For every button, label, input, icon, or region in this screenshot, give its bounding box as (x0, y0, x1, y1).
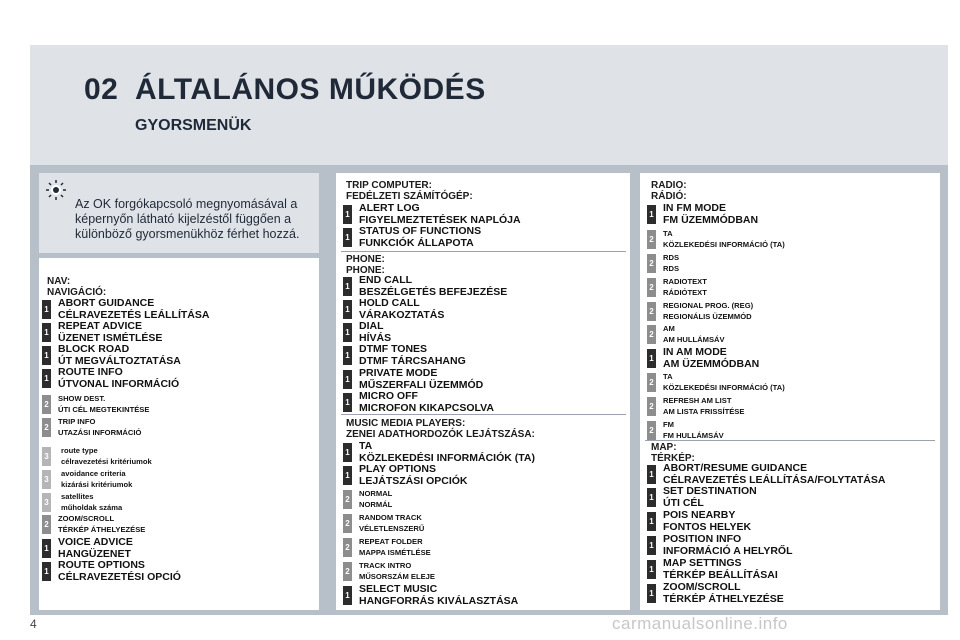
item-label-hu: HANGFORRÁS KIVÁLASZTÁSA (359, 595, 519, 607)
item-label-hu: CÉLRAVEZETÉS LEÁLLÍTÁSA (58, 309, 210, 321)
level-badge: 1 (647, 536, 656, 555)
item-label-hu: REGIONÁLIS ÜZEMMÓD (663, 312, 752, 321)
level-badge: 2 (647, 302, 656, 321)
info-box (39, 173, 319, 253)
item-label-hu: ÚTI CÉL (663, 497, 704, 509)
level-badge: 2 (647, 421, 656, 440)
item-label-en: route type (61, 446, 98, 455)
media-heading: MUSIC MEDIA PLAYERS: ZENEI ADATHORDOZÓK LEJÁTSZÁSA: (346, 418, 535, 440)
level-badge: 1 (647, 349, 656, 368)
item-label-hu: KÖZLEKEDÉSI INFORMÁCIÓK (TA) (359, 452, 535, 464)
item-label-en: ZOOM/SCROLL (58, 514, 115, 523)
level-badge: 1 (647, 512, 656, 531)
level-badge: 3 (42, 447, 51, 466)
level-badge: 2 (647, 397, 656, 416)
level-badge: 1 (647, 465, 656, 484)
item-label-en: satellites (61, 492, 94, 501)
level-badge: 1 (647, 584, 656, 603)
item-label-hu: FIGYELMEZTETÉSEK NAPLÓJA (359, 214, 521, 226)
item-label-hu: CÉLRAVEZETÉSI OPCIÓ (58, 571, 181, 583)
item-label-en: REPEAT ADVICE (58, 320, 143, 332)
item-label-en: REPEAT FOLDER (359, 537, 423, 546)
item-label-hu: MICROFON KIKAPCSOLVA (359, 402, 494, 414)
level-badge: 1 (42, 369, 51, 388)
item-label-en: ABORT GUIDANCE (58, 297, 155, 309)
item-label-en: RANDOM TRACK (359, 513, 422, 522)
level-badge: 2 (343, 490, 352, 509)
item-label-en: ROUTE OPTIONS (58, 559, 145, 571)
item-label-en: DTMF TONES (359, 343, 428, 355)
section-divider (645, 440, 935, 441)
item-label-en: TA (359, 440, 373, 452)
page-subtitle: GYORSMENÜK (135, 117, 252, 134)
item-label-hu: ÚTVONAL INFORMÁCIÓ (58, 378, 180, 390)
level-badge: 1 (343, 466, 352, 485)
item-label-en: STATUS OF FUNCTIONS (359, 225, 482, 237)
level-badge: 1 (647, 205, 656, 224)
item-label-en: AM (663, 324, 675, 333)
trip-heading: TRIP COMPUTER: FEDÉLZETI SZÁMÍTÓGÉP: (346, 180, 473, 202)
item-label-en: HOLD CALL (359, 297, 420, 309)
item-label-en: ABORT/RESUME GUIDANCE (663, 462, 808, 474)
item-label-hu: UTAZÁSI INFORMÁCIÓ (58, 428, 142, 437)
section-divider (341, 251, 626, 252)
item-label-hu: FM ÜZEMMÓDBAN (663, 214, 759, 226)
item-label-en: BLOCK ROAD (58, 343, 130, 355)
item-label-hu: TÉRKÉP ÁTHELYEZÉSE (58, 525, 146, 534)
chapter-number: 02 (84, 73, 119, 106)
level-badge: 1 (42, 346, 51, 365)
item-label-hu: RÁDIÓTEXT (663, 288, 707, 297)
level-badge: 1 (343, 443, 352, 462)
level-badge: 2 (647, 373, 656, 392)
item-label-en: NORMAL (359, 489, 393, 498)
item-label-hu: HANGÜZENET (58, 548, 131, 560)
item-label-en: PLAY OPTIONS (359, 463, 437, 475)
item-label-hu: FM HULLÁMSÁV (663, 431, 724, 440)
item-label-en: TA (663, 229, 673, 238)
item-label-en: ALERT LOG (359, 202, 420, 214)
item-label-hu: LEJÁTSZÁSI OPCIÓK (359, 475, 468, 487)
item-label-hu: AM LISTA FRISSÍTÉSE (663, 407, 745, 416)
level-badge: 2 (647, 230, 656, 249)
radio-heading: RADIO: RÁDIÓ: (651, 180, 687, 202)
item-label-hu: BESZÉLGETÉS BEFEJEZÉSE (359, 286, 508, 298)
level-badge: 1 (647, 560, 656, 579)
level-badge: 2 (42, 515, 51, 534)
item-label-hu: ÜZENET ISMÉTLÉSE (58, 332, 163, 344)
item-label-hu: AM ÜZEMMÓDBAN (663, 358, 760, 370)
item-label-hu: CÉLRAVEZETÉS LEÁLLÍTÁSA/FOLYTATÁSA (663, 474, 886, 486)
item-label-hu: HÍVÁS (359, 332, 392, 344)
level-badge: 2 (42, 395, 51, 414)
level-badge: 1 (42, 539, 51, 558)
item-label-hu: RDS (663, 264, 680, 273)
item-label-hu: FUNKCIÓK ÁLLAPOTA (359, 237, 474, 249)
item-label-en: POSITION INFO (663, 533, 742, 545)
item-label-hu: VÉLETLENSZERŰ (359, 524, 425, 533)
item-label-hu: NORMÁL (359, 500, 393, 509)
item-label-en: PRIVATE MODE (359, 367, 438, 379)
item-label-en: FM (663, 420, 674, 429)
level-badge: 1 (647, 488, 656, 507)
level-badge: 2 (647, 278, 656, 297)
nav-heading: NAV: NAVIGÁCIÓ: (47, 276, 107, 298)
page-title: ÁLTALÁNOS MŰKÖDÉS (135, 73, 486, 106)
item-label-hu: VÁRAKOZTATÁS (359, 309, 445, 321)
level-badge: 1 (42, 562, 51, 581)
level-badge: 1 (343, 346, 352, 365)
item-label-en: TRIP INFO (58, 417, 96, 426)
level-badge: 1 (343, 228, 352, 247)
item-label-hu: AM HULLÁMSÁV (663, 335, 725, 344)
item-label-en: VOICE ADVICE (58, 536, 133, 548)
item-label-hu: ÚTI CÉL MEGTEKINTÉSE (58, 405, 150, 414)
item-label-hu: KÖZLEKEDÉSI INFORMÁCIÓ (TA) (663, 383, 785, 392)
level-badge: 2 (343, 514, 352, 533)
item-label-en: IN AM MODE (663, 346, 727, 358)
item-label-hu: TÉRKÉP ÁTHELYEZÉSE (663, 593, 784, 605)
item-label-en: SET DESTINATION (663, 485, 757, 497)
level-badge: 1 (343, 277, 352, 296)
phone-heading: PHONE: PHONE: (346, 254, 385, 276)
item-label-en: avoidance criteria (61, 469, 126, 478)
item-label-hu: DTMF TÁRCSAHANG (359, 355, 466, 367)
item-label-hu: célravezetési kritériumok (61, 457, 152, 466)
item-label-en: SHOW DEST. (58, 394, 106, 403)
item-label-hu: TÉRKÉP BEÁLLÍTÁSAI (663, 569, 778, 581)
level-badge: 2 (42, 418, 51, 437)
item-label-en: POIS NEARBY (663, 509, 736, 521)
map-heading: MAP: TÉRKÉP: (651, 442, 695, 464)
item-label-en: TA (663, 372, 673, 381)
level-badge: 2 (647, 254, 656, 273)
level-badge: 3 (42, 493, 51, 512)
item-label-en: ROUTE INFO (58, 366, 123, 378)
item-label-hu: MŰSORSZÁM ELEJE (359, 572, 435, 581)
section-divider (341, 414, 626, 415)
item-label-en: MAP SETTINGS (663, 557, 742, 569)
item-label-en: TRACK INTRO (359, 561, 412, 570)
item-label-en: ZOOM/SCROLL (663, 581, 741, 593)
level-badge: 1 (343, 586, 352, 605)
item-label-hu: KÖZLEKEDÉSI INFORMÁCIÓ (TA) (663, 240, 785, 249)
level-badge: 1 (42, 323, 51, 342)
item-label-en: RDS (663, 253, 680, 262)
level-badge: 2 (647, 325, 656, 344)
level-badge: 1 (42, 300, 51, 319)
item-label-en: REFRESH AM LIST (663, 396, 732, 405)
level-badge: 1 (343, 205, 352, 224)
level-badge: 3 (42, 470, 51, 489)
item-label-en: END CALL (359, 274, 413, 286)
item-label-hu: ÚT MEGVÁLTOZTATÁSA (58, 355, 181, 367)
level-badge: 1 (343, 323, 352, 342)
item-label-hu: műholdak száma (61, 503, 123, 512)
item-label-en: MICRO OFF (359, 390, 418, 402)
item-label-hu: MŰSZERFALI ÜZEMMÓD (359, 379, 484, 391)
lightbulb-icon (45, 179, 67, 201)
item-label-en: REGIONAL PROG. (REG) (663, 301, 754, 310)
item-label-en: IN FM MODE (663, 202, 726, 214)
item-label-hu: FONTOS HELYEK (663, 521, 752, 533)
item-label-en: RADIOTEXT (663, 277, 707, 286)
item-label-en: SELECT MUSIC (359, 583, 438, 595)
item-label-hu: INFORMÁCIÓ A HELYRŐL (663, 545, 793, 557)
level-badge: 2 (343, 538, 352, 557)
item-label-hu: MAPPA ISMÉTLÉSE (359, 548, 431, 557)
item-label-hu: kizárási kritériumok (61, 480, 133, 489)
level-badge: 1 (343, 370, 352, 389)
level-badge: 1 (343, 300, 352, 319)
watermark: carmanualsonline.info (612, 614, 788, 633)
info-text: Az OK forgókapcsoló megnyomásával a képernyőn látható kijelzéstől függően a különböző gyorsmenükhöz férhet hozzá. (75, 197, 300, 241)
item-label-en: DIAL (359, 320, 384, 332)
level-badge: 2 (343, 562, 352, 581)
level-badge: 1 (343, 393, 352, 412)
page-number: 4 (30, 617, 37, 631)
